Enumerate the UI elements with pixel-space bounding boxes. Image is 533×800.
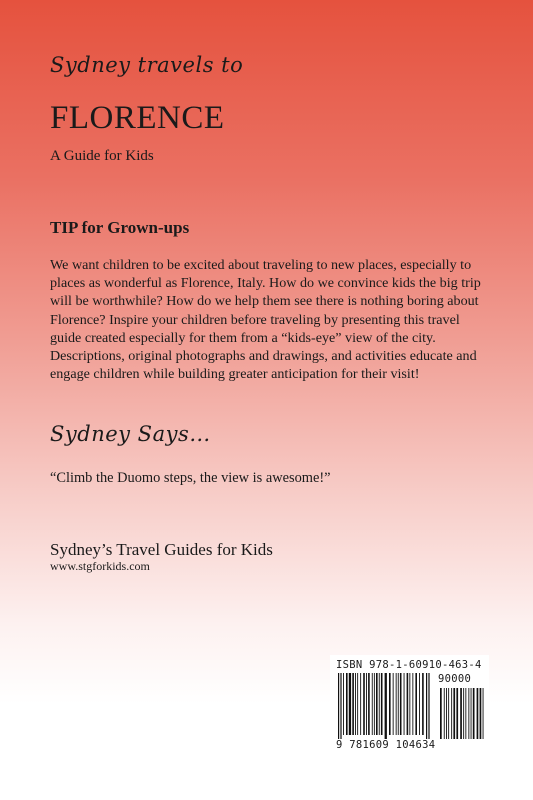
series-name: Sydney’s Travel Guides for Kids: [50, 540, 273, 559]
isbn-label: ISBN 978-1-60910-463-4: [336, 659, 482, 671]
isbn-barcode: [330, 655, 489, 755]
sydney-quote: “Climb the Duomo steps, the view is awesome!”: [50, 470, 331, 486]
sydney-says-heading: Sydney Says…: [50, 422, 211, 446]
barcode-digits: 9 781609 104634: [336, 739, 436, 751]
series-website: www.stgforkids.com: [50, 559, 150, 573]
book-subtitle: A Guide for Kids: [50, 148, 154, 164]
series-script-heading: Sydney travels to: [50, 53, 244, 77]
tip-heading: TIP for Grown-ups: [50, 218, 190, 237]
price-code: 90000: [438, 673, 472, 685]
tip-body-text: We want children to be excited about traveling to new places, especially to places as wonderful as Florence, Italy. How do we convince kids the big trip will be worthwhile? How do we help them see there is nothing boring about Florence? Inspire your children before traveling by presenting this travel guide created especially for them from a “kids-eye” view of the city. Descriptions, original photographs and drawings, and activities educate and engage children while building greater anticipation for their visit!: [50, 257, 481, 383]
book-title: FLORENCE: [50, 100, 225, 136]
